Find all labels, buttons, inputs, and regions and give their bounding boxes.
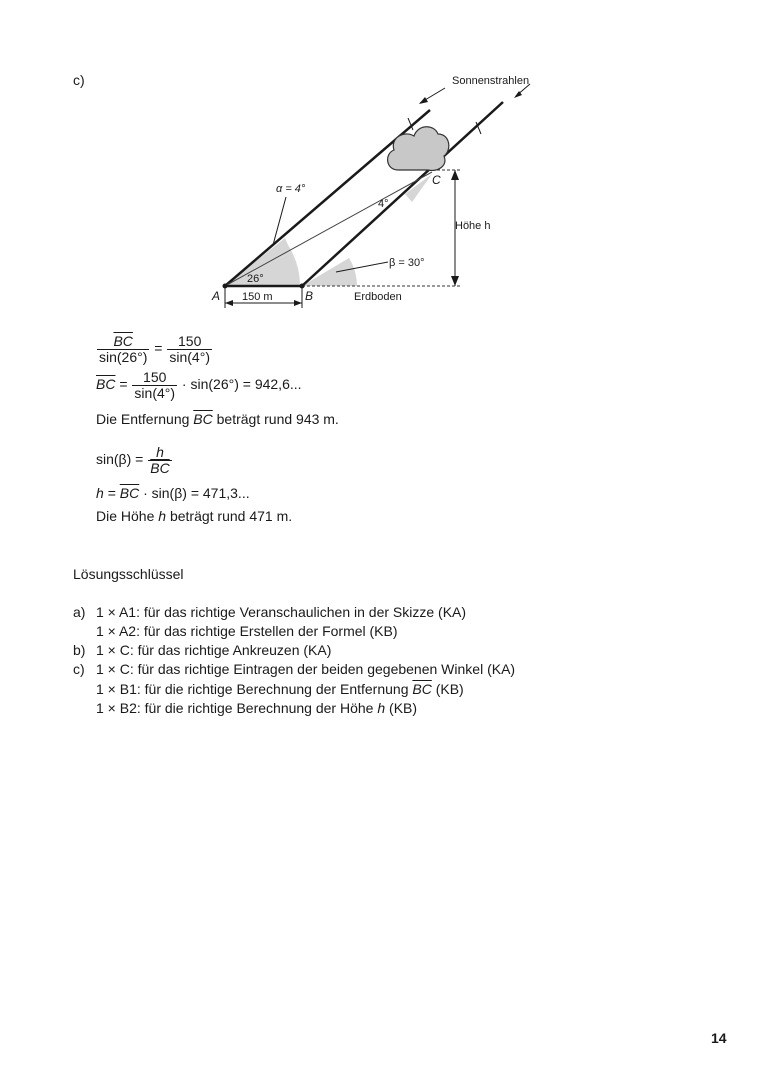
- beta-label: β = 30°: [389, 257, 425, 269]
- height-label: Höhe h: [455, 220, 491, 232]
- sun-ray-arrowhead-1: [419, 97, 428, 104]
- point-a-dot: [223, 284, 228, 289]
- height-arrow-bottom: [451, 276, 459, 286]
- equation-bc: $\overline{BC}$ = $\frac{150}{\sin(4^\circ)}$ · sin(26°) = 942,6...: [96, 369, 302, 401]
- point-a-label: A: [212, 289, 221, 303]
- angle-26-label: 26°: [247, 273, 264, 285]
- cloud-icon: [388, 127, 449, 171]
- angle-4-label: 4°: [378, 198, 389, 210]
- equation-sine-rule: $\frac{\overline{BC}}{\sin(26^\circ)}$ = $\frac{150}{\sin(4^\circ)}$: [99, 333, 210, 365]
- part-label: c): [73, 72, 85, 88]
- distance-result-text: Die Entfernung $\overline{BC}$ beträgt rund 943 m.: [96, 411, 339, 427]
- answer-key-title: Lösungsschlüssel: [73, 566, 184, 582]
- point-b-label: B: [305, 289, 314, 303]
- height-result-text: Die Höhe h beträgt rund 471 m.: [96, 508, 293, 524]
- triangle-figure: [0, 0, 769, 320]
- equation-height: $h = \overline{BC} \cdot \sin(\beta) = 471,3$...: [96, 485, 250, 501]
- page-number: 14: [711, 1030, 727, 1046]
- dimension-arrow-right: [294, 300, 302, 306]
- equation-sin-beta: sin(β) = $\frac{h}{BC}$: [96, 444, 170, 476]
- point-b-dot: [300, 284, 305, 289]
- point-c-label: C: [432, 173, 441, 187]
- height-arrow-top: [451, 170, 459, 180]
- sun-rays-label: Sonnenstrahlen: [452, 75, 530, 87]
- dimension-arrow-left: [225, 300, 233, 306]
- alpha-label: α = 4°: [276, 183, 306, 195]
- distance-label: 150 m: [242, 291, 273, 303]
- ground-label: Erdboden: [354, 291, 402, 303]
